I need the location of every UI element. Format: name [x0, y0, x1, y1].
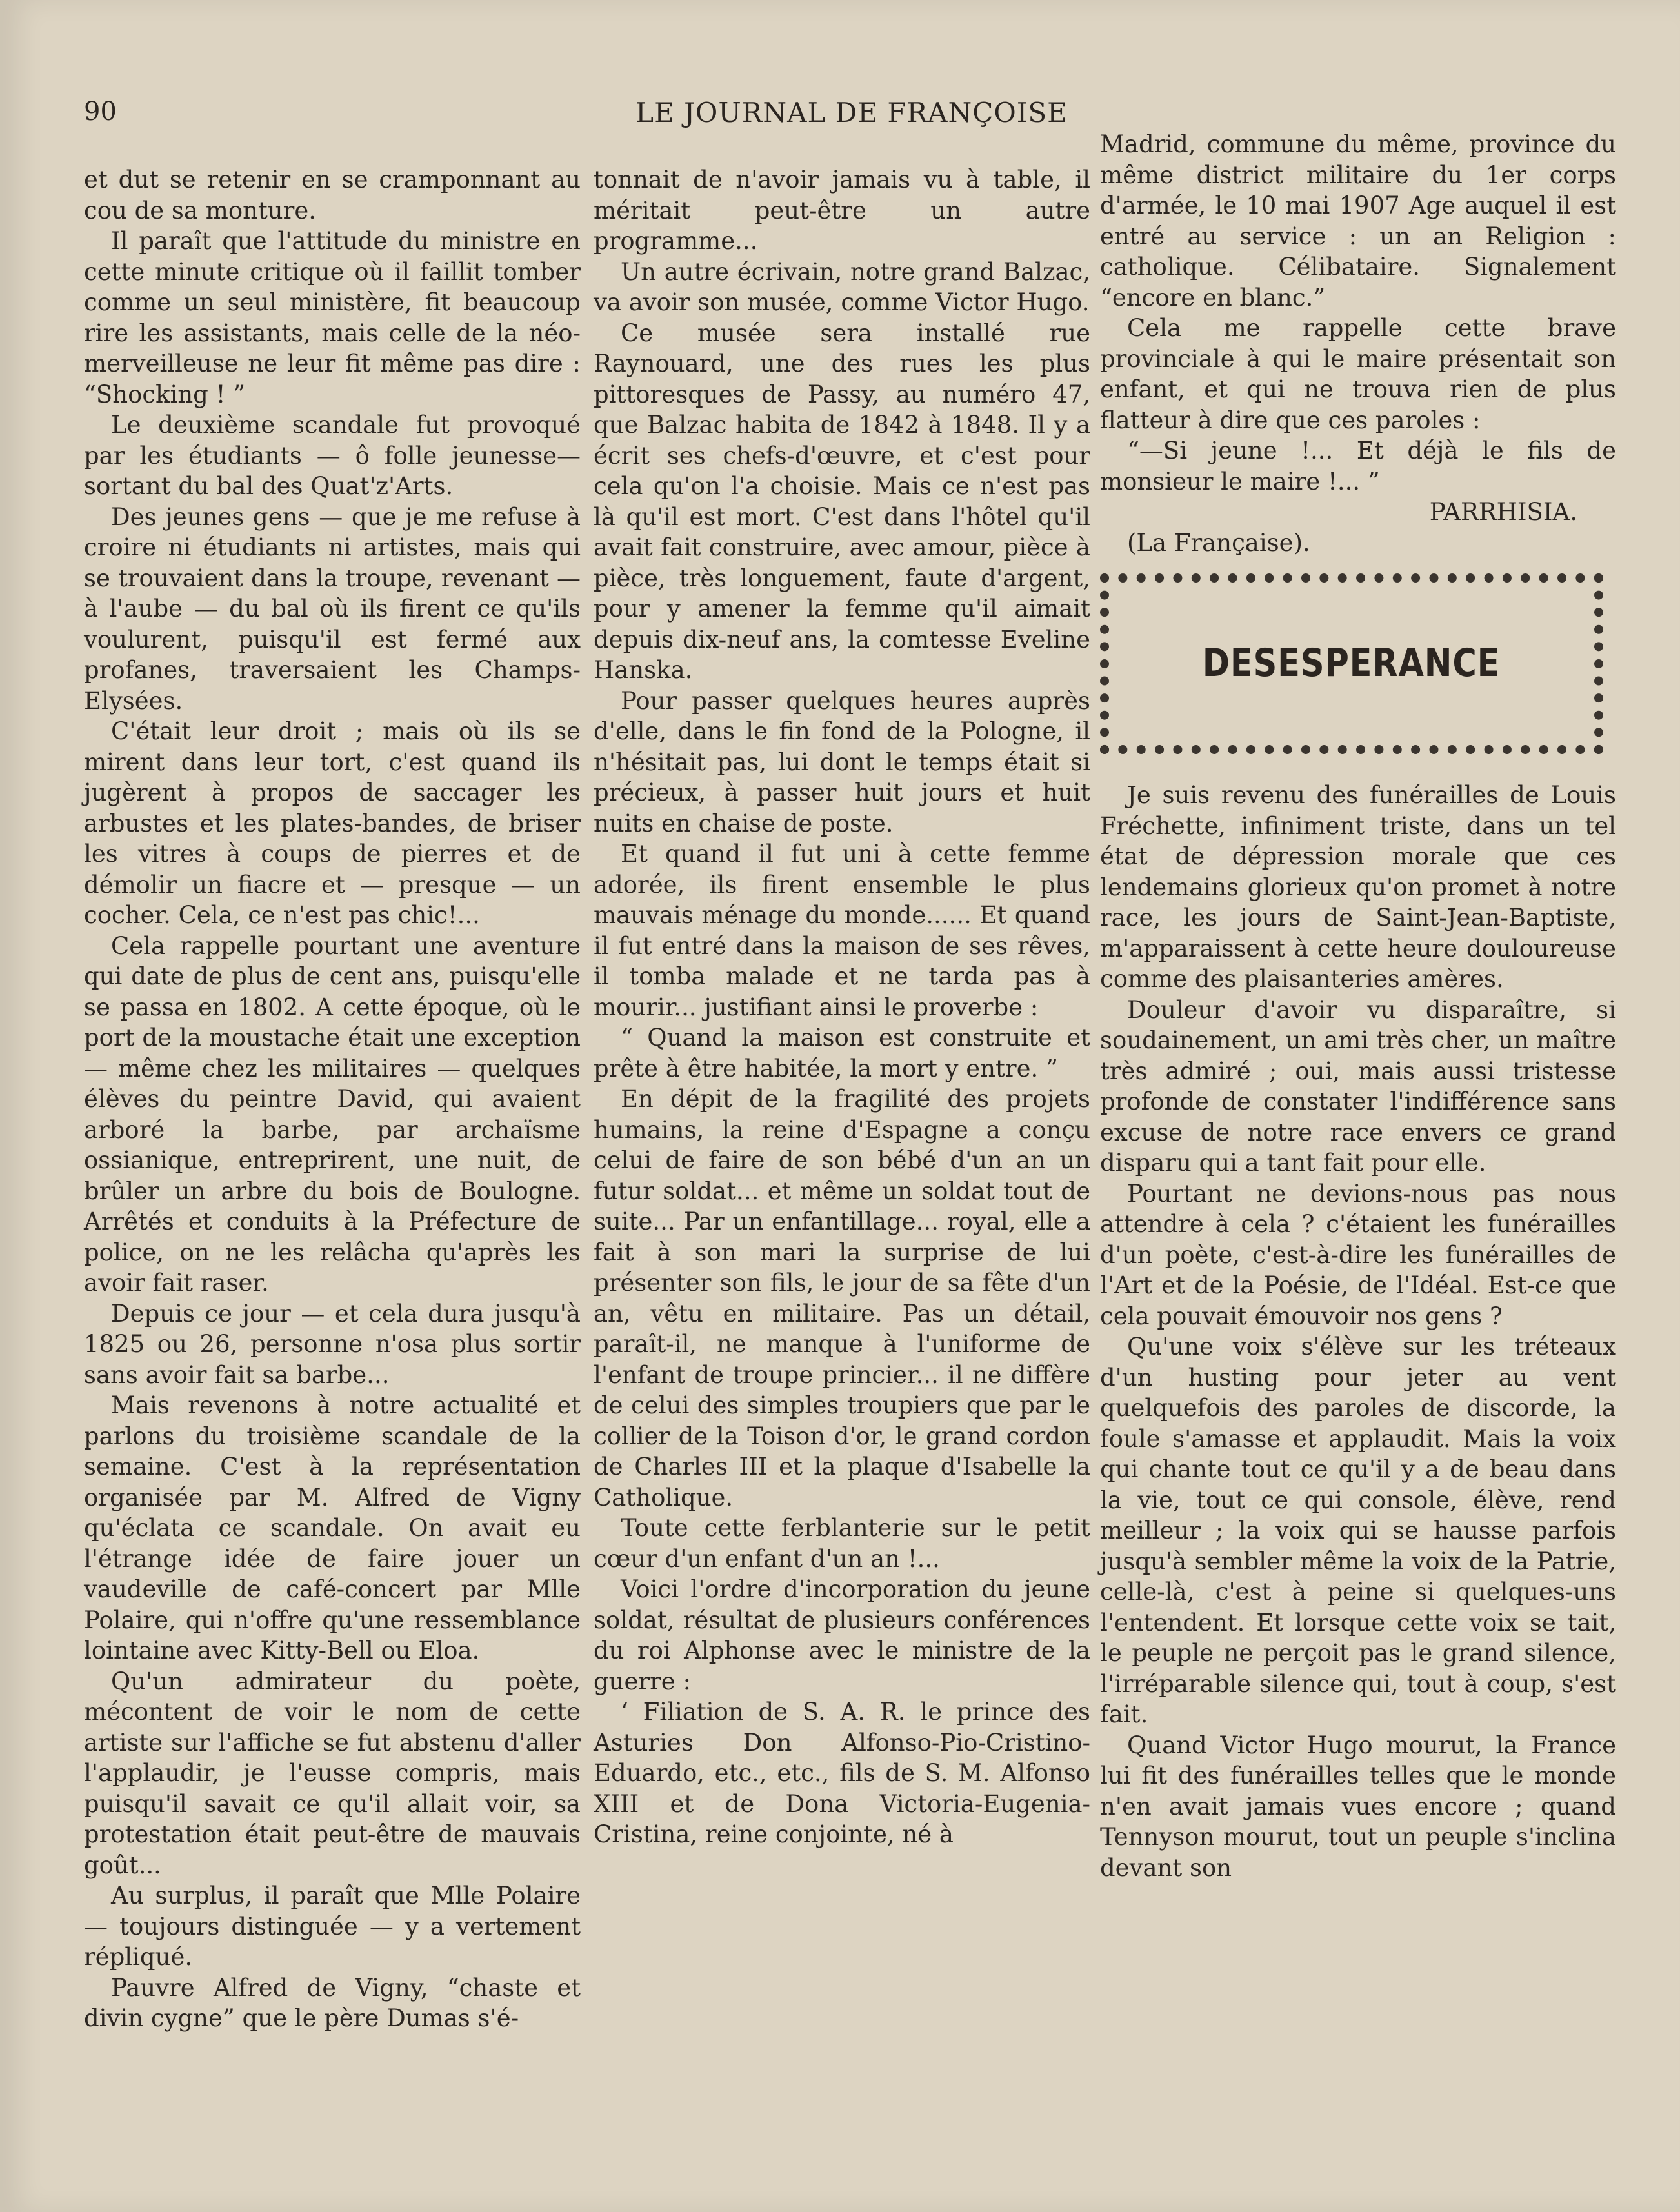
paragraph: Pour passer quelques heures auprès d'elle, dans le fin fond de la Pologne, il n'hésitait pas, lui dont le temps était si précieux, à passer huit jours et huit nuits en chaise de poste. [594, 686, 1090, 837]
paragraph: Qu'un admirateur du poète, mécontent de voir le nom de cette artiste sur l'affiche se fut abstenu d'aller l'applaudir, je l'eusse compris, mais puisqu'il savait ce qu'il allait voir, sa protestation était peut-être de mauvais goût... [84, 1667, 581, 1879]
paragraph: C'était leur droit ; mais où ils se mirent dans leur tort, c'est quand ils jugèrent à propos de saccager les arbustes et les plates-bandes, de briser les vitres à coups de pierres et de démolir un fiacre et — presque — un cocher. Cela, ce n'est pas chic!... [84, 717, 581, 929]
paragraph: Douleur d'avoir vu disparaître, si soudainement, un ami très cher, un maître très admiré ; oui, mais aussi tristesse profonde de constater l'indifférence sans excuse de notre race envers ce grand disparu qui a tant fait pour elle. [1100, 995, 1616, 1177]
paragraph: tonnait de n'avoir jamais vu à table, il méritait peut-être un autre programme... [594, 166, 1090, 255]
paragraph: Je suis revenu des funérailles de Louis Fréchette, infiniment triste, dans un tel état de dépression morale que ces lendemains glorieux qu'on promet à notre race, les jours de Saint-Jean-Baptiste, m'apparaissent à cette heure douloureuse comme des plaisanteries amères. [1100, 781, 1616, 993]
paragraph: Pauvre Alfred de Vigny, “chaste et divin cygne” que le père Dumas s'é- [84, 1973, 581, 2032]
article-title-box [1100, 573, 1603, 754]
article-title: DESESPERANCE [1203, 641, 1501, 686]
source-attribution: (La Française). [1127, 528, 1310, 557]
page-number: 90 [84, 97, 117, 126]
column-2 [594, 164, 1090, 1850]
paragraph: Des jeunes gens — que je me refuse à croire ni étudiants ni artistes, mais qui se trouvaient dans la troupe, revenant — à l'aube — du bal où ils firent ce qu'ils voulurent, puisqu'il est fermé aux profanes, traversaient les Champs-Elysées. [84, 503, 581, 715]
paragraph: Un autre écrivain, notre grand Balzac, va avoir son musée, comme Victor Hugo. [594, 257, 1090, 316]
paragraph: Et quand il fut uni à cette femme adorée, ils firent ensemble le plus mauvais ménage du monde...... Et quand il fut entré dans la maison de ses rêves, il tomba malade et ne tarda pas à mourir... justifiant ainsi le proverbe : [594, 840, 1090, 1021]
paragraph: En dépit de la fragilité des projets humains, la reine d'Espagne a conçu celui de faire de son bébé d'un an un futur soldat... et même un soldat tout de suite... Par un enfantillage... royal, elle a fait à son mari la surprise de lui présenter son fils, le jour de sa fête d'un an, vêtu en militaire. Pas un détail, paraît-il, ne manque à l'uniforme de l'enfant de troupe princier... il ne diffère de celui des simples troupiers que par le collier de la Toison d'or, le grand cordon de Charles III et la plaque d'Isabelle la Catholique. [594, 1085, 1090, 1511]
paragraph: Le deuxième scandale fut provoqué par les étudiants — ô folle jeunesse— sortant du bal des Quat'z'Arts. [84, 411, 581, 500]
paragraph: Qu'une voix s'élève sur les tréteaux d'un husting pour jeter au vent quelquefois des paroles de discorde, la foule s'amasse et applaudit. Mais la voix qui chante tout ce qu'il y a de beau dans la vie, tout ce qui console, élève, rend meilleur ; la voix qui se hausse parfois jusqu'à sembler même la voix de la Patrie, celle-là, c'est à peine si quelques-uns l'entendent. Et lorsque cette voix se tait, le peuple ne perçoit pas le grand silence, l'irréparable silence qui, tout à coup, s'est fait. [1100, 1333, 1616, 1728]
paragraph: Madrid, commune du même, province du même district militaire du 1er corps d'armée, le 10 mai 1907 Age auquel il est entré au service : un an Religion : catholique. Célibataire. Signalement “encore en blanc.” [1100, 130, 1616, 312]
paragraph: Quand Victor Hugo mourut, la France lui fit des funérailles telles que le monde n'en avait jamais vues encore ; quand Tennyson mourut, tout un peuple s'inclina devant son [1100, 1731, 1616, 1882]
quote: “ Quand la maison est construite et prête à être habitée, la mort y entre. ” [594, 1024, 1090, 1082]
quote: “—Si jeune !... Et déjà le fils de monsieur le maire !... ” [1100, 437, 1616, 495]
paragraph: Mais revenons à notre actualité et parlons du troisième scandale de la semaine. C'est à la représentation organisée par M. Alfred de Vigny qu'éclata ce scandale. On avait eu l'étrange idée de faire jouer un vaudeville de café-concert par Mlle Polaire, qui n'offre qu'une ressemblance lointaine avec Kitty-Bell ou Eloa. [84, 1391, 581, 1664]
column-3 [1100, 129, 1616, 1883]
column-1 [84, 164, 581, 2034]
paragraph: Ce musée sera installé rue Raynouard, une des rues les plus pittoresques de Passy, au numéro 47, que Balzac habita de 1842 à 1848. Il y a écrit ses chefs-d'œuvre, et c'est pour cela qu'on l'a choisie. Mais ce n'est pas là qu'il est mort. C'est dans l'hôtel qu'il avait fait construire, avec amour, pièce à pièce, très longuement, faute d'argent, pour y amener la femme qu'il aimait depuis dix-neuf ans, la comtesse Eveline Hanska. [594, 319, 1090, 684]
paragraph: Cela me rappelle cette brave provinciale à qui le maire présentait son enfant, et qui ne trouva rien de plus flatteur à dire que ces paroles : [1100, 314, 1616, 434]
paragraph: Pourtant ne devions-nous pas nous attendre à cela ? c'étaient les funérailles d'un poète, c'est-à-dire les funérailles de l'Art et de la Poésie, de l'Idéal. Est-ce que cela pouvait émouvoir nos gens ? [1100, 1179, 1616, 1330]
quote: ‘ Filiation de S. A. R. le prince des Asturies Don Alfonso-Pio-Cristino-Eduardo, etc., etc., fils de S. M. Alfonso XIII et de Dona Victoria-Eugenia-Cristina, reine conjointe, né à [594, 1698, 1090, 1848]
paragraph: Depuis ce jour — et cela dura jusqu'à 1825 ou 26, personne n'osa plus sortir sans avoir fait sa barbe... [84, 1299, 581, 1389]
paragraph: Cela rappelle pourtant une aventure qui date de plus de cent ans, puisqu'elle se passa en 1802. A cette époque, où le port de la moustache était une exception — même chez les militaires — quelques élèves du peintre David, qui avaient arboré la barbe, par archaïsme ossianique, entreprirent, une nuit, de brûler un arbre du bois de Boulogne. Arrêtés et conduits à la Préfecture de police, on ne les relâcha qu'après les avoir fait raser. [84, 932, 581, 1297]
journal-title: LE JOURNAL DE FRANÇOISE [635, 97, 1068, 128]
signature: PARRHISIA. [1429, 498, 1577, 526]
paragraph: Voici l'ordre d'incorporation du jeune soldat, résultat de plusieurs conférences du roi Alphonse avec le ministre de la guerre : [594, 1575, 1090, 1695]
paragraph: et dut se retenir en se cramponnant au cou de sa monture. [84, 166, 581, 224]
paragraph: Toute cette ferblanterie sur le petit cœur d'un enfant d'un an !... [594, 1514, 1090, 1573]
paragraph: Il paraît que l'attitude du ministre en cette minute critique où il faillit tomber comme un seul ministère, fit beaucoup rire les assistants, mais celle de la néo-merveilleuse ne leur fit même pas dire : “Shocking ! ” [84, 227, 581, 408]
paragraph: Au surplus, il paraît que Mlle Polaire — toujours distinguée — y a vertement répliqué. [84, 1882, 581, 1971]
